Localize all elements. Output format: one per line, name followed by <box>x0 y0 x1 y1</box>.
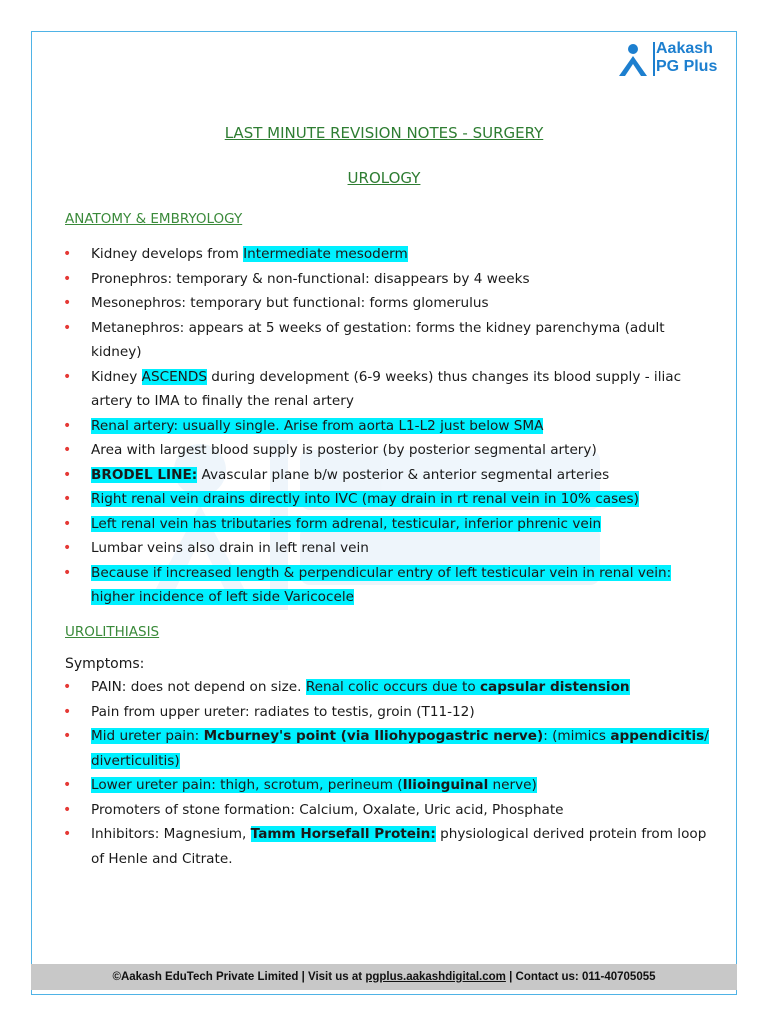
item-text: Mesonephros: temporary but functional: forms glomerulus <box>91 295 489 311</box>
list-item <box>63 291 713 316</box>
logo-divider <box>653 42 655 76</box>
item-text: physiological derived protein from loop of Henle and Citrate. <box>91 826 707 867</box>
list-item <box>63 512 713 537</box>
item-text: Lower ureter pain: thigh, scrotum, perineum ( <box>91 777 403 793</box>
footer-bar <box>31 964 737 990</box>
list-item <box>63 675 713 700</box>
item-text: Metanephros: appears at 5 weeks of gestation: forms the kidney parenchyma (adult kidney) <box>91 319 665 360</box>
list-item <box>63 773 713 798</box>
section-heading-anatomy: ANATOMY & EMBRYOLOGY <box>65 211 243 227</box>
item-text: Inhibitors: Magnesium, <box>91 826 251 842</box>
list-item <box>63 822 713 871</box>
item-text: Right renal vein drains directly into IVC (may drain in rt renal vein in 10% cases) <box>91 491 639 507</box>
item-text: Mcburney's point (via Iliohypogastric nerve) <box>203 728 544 744</box>
person-icon <box>616 42 650 78</box>
item-text: / diverticulitis) <box>91 728 709 769</box>
item-text: Area with largest blood supply is posterior (by posterior segmental artery) <box>91 442 597 458</box>
item-text: Renal artery: usually single. Arise from aorta L1-L2 just below SMA <box>91 417 544 434</box>
anatomy-list <box>63 242 713 610</box>
symptoms-subheading: Symptoms: <box>65 656 145 672</box>
item-text: BRODEL LINE: <box>91 466 198 483</box>
aakash-pg-plus-logo <box>616 40 736 80</box>
item-text: Kidney develops from <box>91 246 244 262</box>
item-text: Left renal vein has tributaries form adrenal, testicular, inferior phrenic vein <box>91 515 602 532</box>
item-text: Promoters of stone formation: Calcium, Oxalate, Uric acid, Phosphate <box>91 801 564 818</box>
item-text: capsular distension <box>479 679 630 695</box>
document-title: LAST MINUTE REVISION NOTES - SURGERY <box>224 124 544 142</box>
item-text: ASCENDS <box>141 368 207 385</box>
item-text: Tamm Horsefall Protein: <box>250 826 436 842</box>
logo-line2: PG Plus <box>656 58 718 75</box>
list-item <box>63 365 713 414</box>
urolithiasis-list <box>63 675 713 871</box>
footer-copyright: ©Aakash EduTech Private Limited | Visit us at <box>112 971 366 983</box>
item-text: Kidney <box>91 368 142 385</box>
list-item <box>63 316 713 365</box>
list-item <box>63 414 713 439</box>
section-heading-urolithiasis: UROLITHIASIS <box>65 624 160 640</box>
list-item <box>63 487 713 512</box>
logo-line1: Aakash <box>656 40 713 57</box>
item-text: Lumbar veins also drain in left renal vein <box>91 540 369 556</box>
item-text: Intermediate mesoderm <box>243 246 408 262</box>
list-item <box>63 438 713 463</box>
item-text: Pain from upper ureter: radiates to testis, groin (T11-12) <box>91 703 475 720</box>
item-text: during development (6-9 weeks) thus changes its blood supply - iliac artery to IMA to finally the renal artery <box>91 368 682 409</box>
list-item <box>63 798 713 823</box>
list-item <box>63 242 713 267</box>
item-text: nerve) <box>488 777 537 793</box>
list-item <box>63 561 713 610</box>
item-text: Because if increased length & perpendicular entry of left testicular vein in renal vein: higher incidence of left side Varicocele <box>91 564 672 605</box>
list-item <box>63 700 713 725</box>
item-text: appendicitis <box>610 728 705 744</box>
item-text: Mid ureter pain: <box>91 728 204 744</box>
item-text: PAIN: does not depend on size. <box>91 679 306 695</box>
footer-contact: | Contact us: 011-40705055 <box>505 971 656 983</box>
footer-website-link[interactable]: pgplus.aakashdigital.com <box>365 971 506 983</box>
list-item <box>63 724 713 773</box>
list-item <box>63 267 713 292</box>
item-text: Avascular plane b/w posterior & anterior segmental arteries <box>197 466 610 483</box>
list-item <box>63 463 713 488</box>
item-text: Renal colic occurs due to <box>305 679 480 695</box>
item-text: Pronephros: temporary & non-functional: disappears by 4 weeks <box>91 270 530 287</box>
list-item <box>63 536 713 561</box>
item-text: Ilioinguinal <box>402 777 489 793</box>
topic-title: UROLOGY <box>347 169 421 187</box>
item-text: : (mimics <box>543 728 611 744</box>
